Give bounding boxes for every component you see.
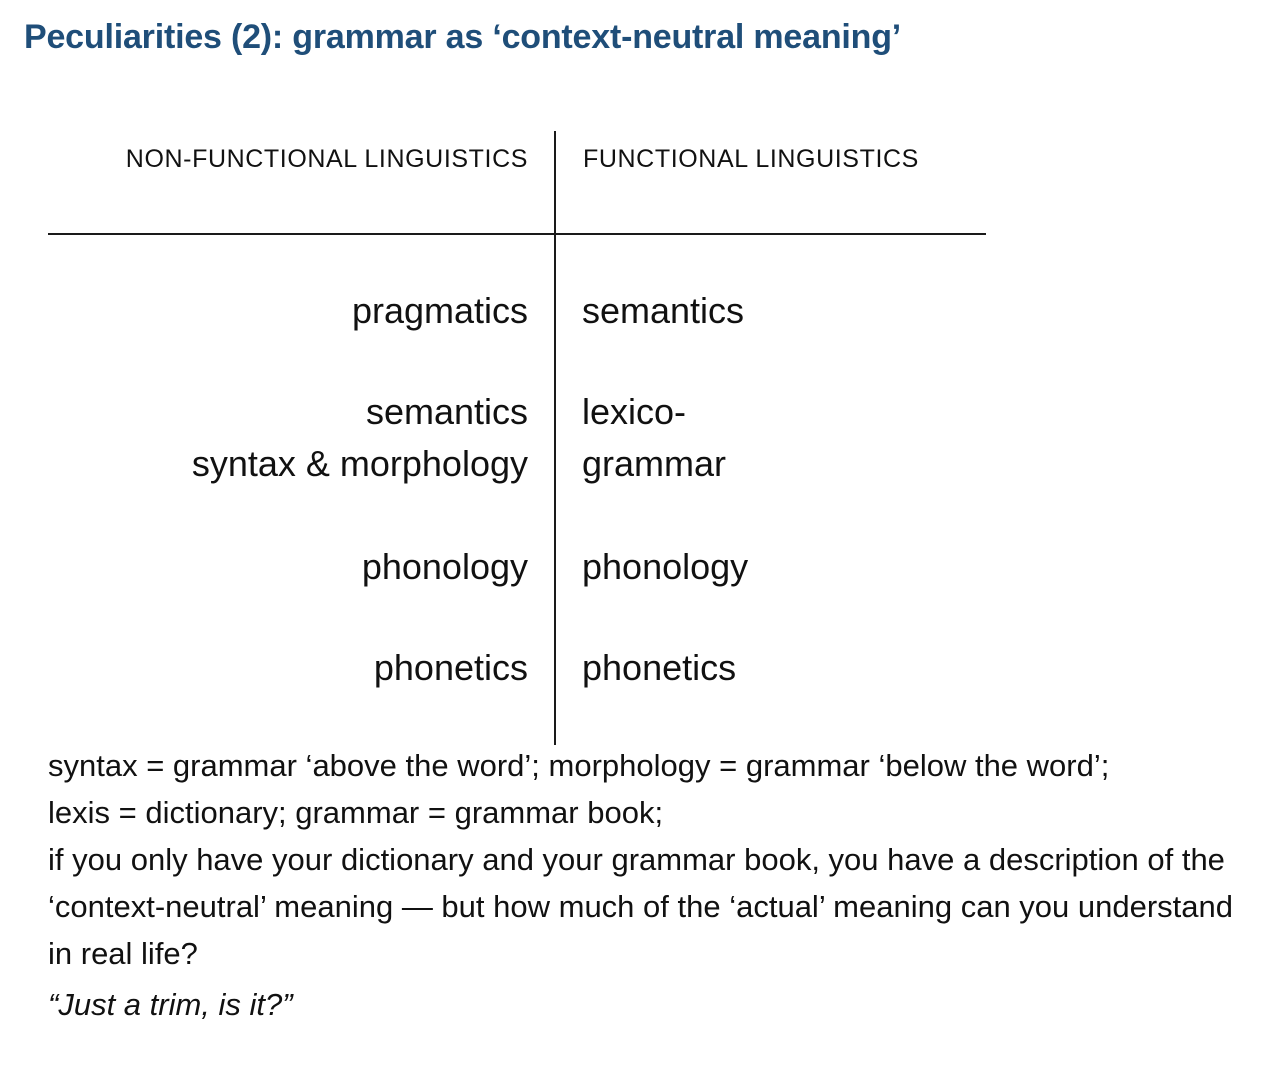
stratum-label: phonetics [582,647,737,688]
note-context-neutral-meaning: if you only have your dictionary and your grammar book, you have a description of the ‘context-neutral’ meaning — but how much of the ‘actual’ meaning can you understand in real life? [48,842,1234,971]
stratum-label: syntax & morphology [191,443,528,484]
notes-block [48,742,1248,977]
functional-stratum-phonology [582,541,748,593]
header-non-functional-linguistics: NON-FUNCTIONAL LINGUISTICS [125,145,528,173]
functional-stratum-semantics [582,285,744,337]
slide-title: Peculiarities (2): grammar as ‘context-neutral meaning’ [24,18,902,56]
non-functional-stratum-phonetics [374,642,528,694]
horizontal-divider [48,233,986,235]
note-lexis-grammar: lexis = dictionary; grammar = grammar book; [48,795,664,830]
stratum-label: pragmatics [351,290,528,331]
stratum-label: phonology [582,546,749,587]
stratum-label: phonetics [373,647,528,688]
non-functional-stratum-phonology [362,541,528,593]
note-syntax-morphology: syntax = grammar ‘above the word’; morphology = grammar ‘below the word’; [48,748,1110,783]
stratum-label: semantics [365,391,528,432]
header-functional-linguistics: FUNCTIONAL LINGUISTICS [583,145,919,173]
vertical-divider [554,131,556,745]
example-quote: “Just a trim, is it?” [48,987,293,1022]
functional-stratum-phonetics [582,642,736,694]
stratum-label: grammar [582,443,727,484]
stratum-label: phonology [361,546,528,587]
stratum-label: semantics [582,290,745,331]
non-functional-stratum-semantics-syntax [192,386,528,490]
non-functional-stratum-pragmatics [352,285,528,337]
stratum-label: lexico- [582,391,687,432]
functional-stratum-lexicogrammar [582,386,726,490]
